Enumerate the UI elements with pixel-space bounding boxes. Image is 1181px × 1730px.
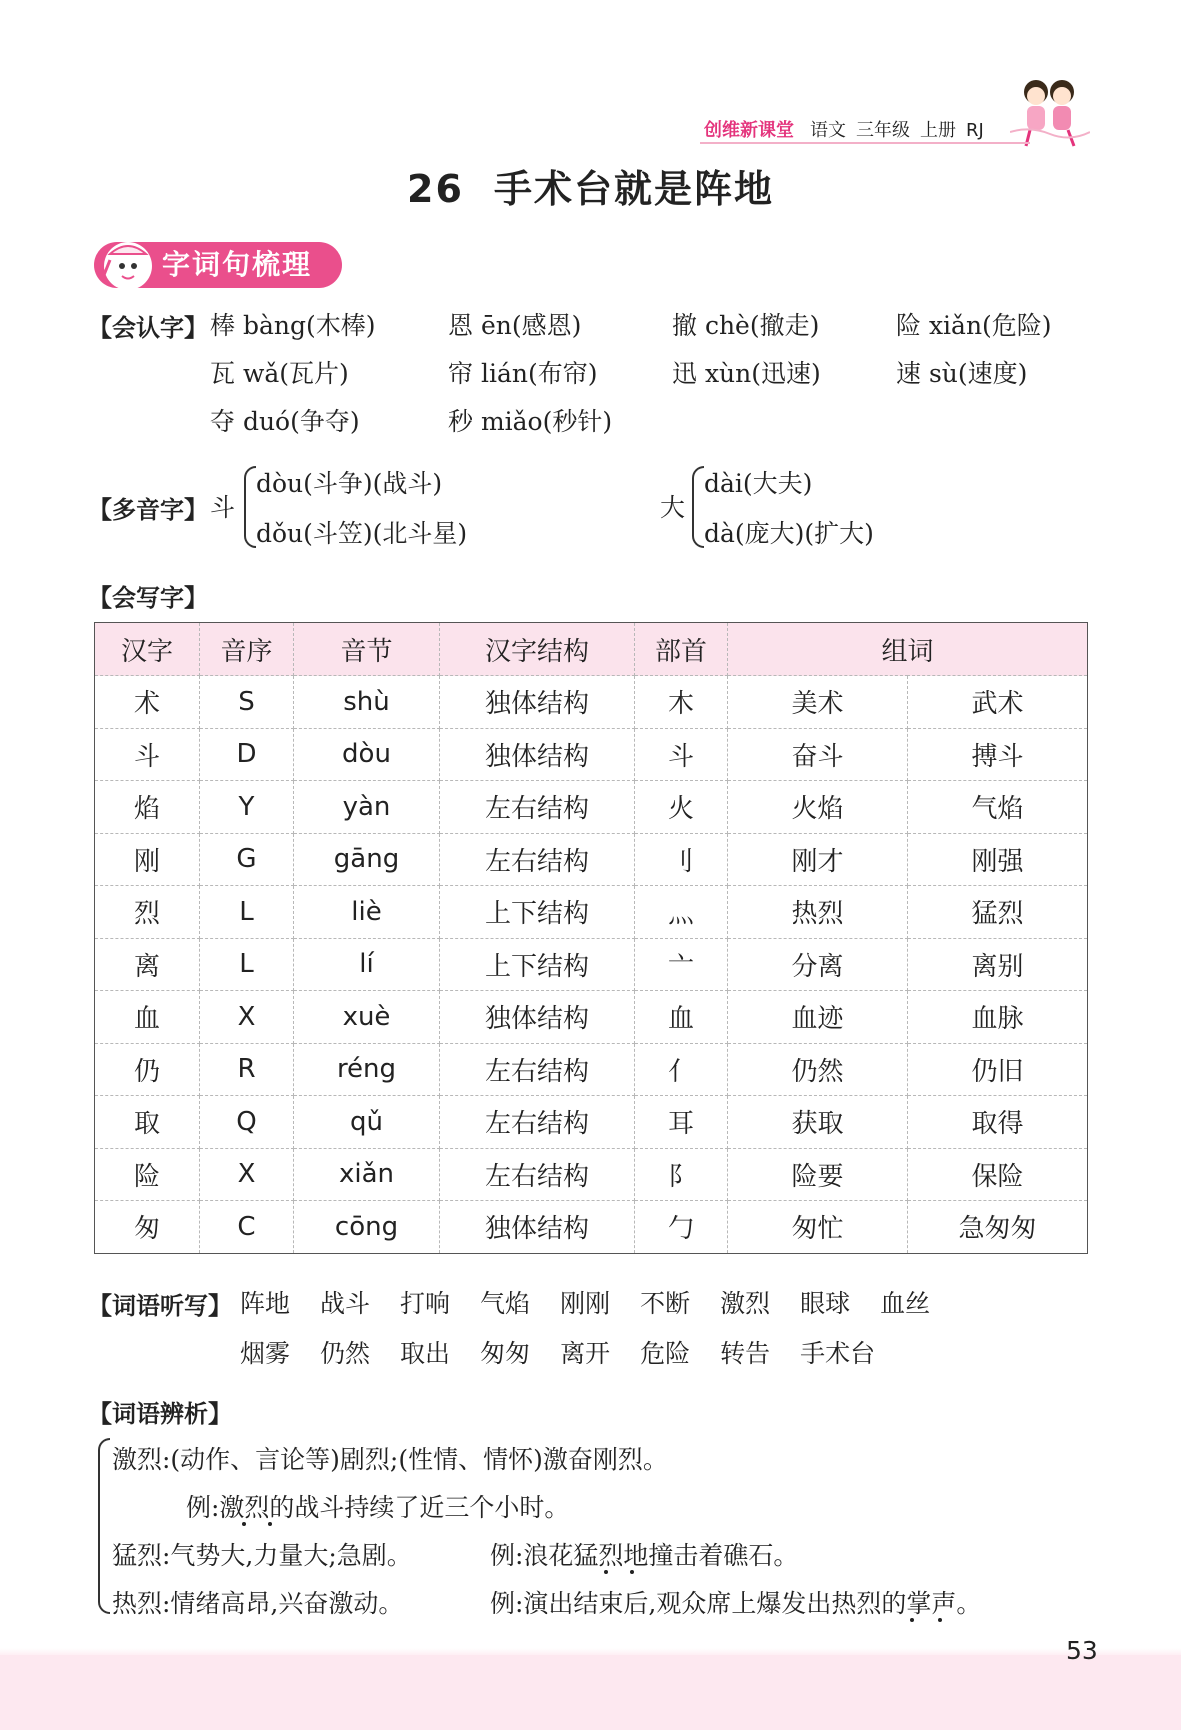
analysis-line: 热烈:情绪高昂,兴奋激动。 — [112, 1589, 404, 1618]
table-cell: 搏斗 — [908, 728, 1088, 781]
table-cell: L — [200, 886, 294, 939]
table-cell: 独体结构 — [440, 1201, 635, 1254]
table-cell: 仍然 — [728, 1043, 908, 1096]
recognize-item: 迅 xùn(迅速) — [672, 359, 821, 388]
table-row — [95, 1043, 1088, 1096]
table-cell: L — [200, 938, 294, 991]
table-cell: 术 — [95, 676, 200, 729]
analysis-line: 激烈:(动作、言论等)剧烈;(性情、情怀)激奋刚烈。 — [112, 1445, 668, 1474]
table-cell: 左右结构 — [440, 1148, 635, 1201]
dictation-word: 烟雾 — [240, 1339, 291, 1368]
polyphonic-label: 【多音字】 — [88, 496, 208, 524]
table-cell: Y — [200, 781, 294, 834]
write-table — [94, 622, 1088, 1254]
dictation-label: 【词语听写】 — [88, 1292, 232, 1320]
subject: 语文 — [810, 120, 846, 141]
table-cell: 左右结构 — [440, 1096, 635, 1149]
emphasis-dot — [910, 1618, 914, 1622]
table-row — [95, 676, 1088, 729]
table-cell: 烈 — [95, 886, 200, 939]
grade: 三年级 — [856, 120, 910, 141]
dictation-word: 危险 — [640, 1339, 691, 1368]
emphasis-dot — [242, 1522, 246, 1526]
table-cell: 左右结构 — [440, 1043, 635, 1096]
table-cell: 火焰 — [728, 781, 908, 834]
table-cell: 勹 — [635, 1201, 728, 1254]
table-cell: 美术 — [728, 676, 908, 729]
table-cell: 斗 — [95, 728, 200, 781]
edition: RJ — [966, 120, 984, 141]
header-cell: 组词 — [728, 623, 1088, 676]
header-cell: 音节 — [294, 623, 440, 676]
polyphonic-reading: dòu(斗争)(战斗) — [256, 469, 443, 498]
table-cell: 左右结构 — [440, 781, 635, 834]
dictation-word: 战斗 — [320, 1289, 371, 1318]
table-row — [95, 1148, 1088, 1201]
dictation-word: 取出 — [400, 1339, 451, 1368]
emphasis-dot — [938, 1618, 942, 1622]
table-cell: 保险 — [908, 1148, 1088, 1201]
table-row — [95, 886, 1088, 939]
section-badge — [94, 242, 342, 288]
table-cell: 刚 — [95, 833, 200, 886]
table-row — [95, 1096, 1088, 1149]
polyphonic-reading: dà(庞大)(扩大) — [704, 519, 874, 548]
table-cell: 气焰 — [908, 781, 1088, 834]
table-cell: C — [200, 1201, 294, 1254]
section-title: 字词句梳理 — [162, 248, 313, 281]
emphasis-dot — [268, 1522, 272, 1526]
table-cell: 取 — [95, 1096, 200, 1149]
dictation-word: 不断 — [640, 1289, 691, 1318]
dictation-word: 转告 — [720, 1339, 771, 1368]
table-cell: 刂 — [635, 833, 728, 886]
table-cell: xuè — [294, 991, 440, 1044]
recognize-item: 撤 chè(撤走) — [672, 311, 820, 340]
dictation-word: 激烈 — [720, 1289, 771, 1318]
polyphonic-char: 斗 — [210, 493, 236, 522]
header-cell: 音序 — [200, 623, 294, 676]
mascot-icon — [96, 236, 156, 294]
table-cell: 上下结构 — [440, 886, 635, 939]
table-cell: 匆 — [95, 1201, 200, 1254]
table-cell: 焰 — [95, 781, 200, 834]
brace — [244, 466, 256, 548]
table-row — [95, 833, 1088, 886]
table-cell: 血 — [635, 991, 728, 1044]
polyphonic-reading: dǒu(斗笠)(北斗星) — [256, 519, 468, 548]
volume: 上册 — [920, 120, 956, 141]
analysis-example: 例:激烈的战斗持续了近三个小时。 — [186, 1493, 570, 1522]
table-row — [95, 991, 1088, 1044]
header-cell: 汉字 — [95, 623, 200, 676]
table-cell: X — [200, 1148, 294, 1201]
table-cell: lí — [294, 938, 440, 991]
table-cell: qǔ — [294, 1096, 440, 1149]
table-cell: xiǎn — [294, 1148, 440, 1201]
dictation-word: 打响 — [400, 1289, 451, 1318]
table-cell: 获取 — [728, 1096, 908, 1149]
analysis-example: 例:浪花猛烈地撞击着礁石。 — [490, 1541, 799, 1570]
table-cell: 险要 — [728, 1148, 908, 1201]
dictation-word: 血丝 — [880, 1289, 931, 1318]
header-cell: 部首 — [635, 623, 728, 676]
table-cell: S — [200, 676, 294, 729]
table-cell: 血迹 — [728, 991, 908, 1044]
brace — [692, 466, 704, 548]
dictation-word: 气焰 — [480, 1289, 531, 1318]
table-cell: D — [200, 728, 294, 781]
analysis-line: 猛烈:气势大,力量大;急剧。 — [112, 1541, 412, 1570]
table-cell: 离别 — [908, 938, 1088, 991]
dictation-word: 眼球 — [800, 1289, 851, 1318]
dictation-line — [240, 1334, 905, 1370]
table-header-row — [95, 623, 1088, 676]
table-cell: 离 — [95, 938, 200, 991]
table-cell: 上下结构 — [440, 938, 635, 991]
table-cell: X — [200, 991, 294, 1044]
emphasis-dot — [604, 1570, 608, 1574]
table-cell: 取得 — [908, 1096, 1088, 1149]
table-cell: 血脉 — [908, 991, 1088, 1044]
table-cell: 武术 — [908, 676, 1088, 729]
write-label: 【会写字】 — [88, 584, 208, 612]
polyphonic-char: 大 — [660, 493, 686, 522]
dictation-word: 匆匆 — [480, 1339, 531, 1368]
table-cell: 左右结构 — [440, 833, 635, 886]
footer-band — [0, 1655, 1181, 1730]
dictation-word: 刚刚 — [560, 1289, 611, 1318]
table-cell: 灬 — [635, 886, 728, 939]
header-cell: 汉字结构 — [440, 623, 635, 676]
dictation-word: 仍然 — [320, 1339, 371, 1368]
dictation-line — [240, 1284, 960, 1320]
table-cell: 耳 — [635, 1096, 728, 1149]
recognize-item: 夺 duó(争夺) — [210, 407, 360, 436]
table-cell: 独体结构 — [440, 676, 635, 729]
table-row — [95, 781, 1088, 834]
recognize-label: 【会认字】 — [88, 314, 208, 342]
table-cell: 奋斗 — [728, 728, 908, 781]
kids-illustration-icon — [1010, 70, 1090, 150]
table-cell: 木 — [635, 676, 728, 729]
dictation-word: 阵地 — [240, 1289, 291, 1318]
table-cell: 亠 — [635, 938, 728, 991]
recognize-item: 秒 miǎo(秒针) — [448, 407, 613, 436]
brace — [98, 1438, 110, 1614]
table-cell: yàn — [294, 781, 440, 834]
dictation-word: 离开 — [560, 1339, 611, 1368]
table-cell: 猛烈 — [908, 886, 1088, 939]
recognize-item: 险 xiǎn(危险) — [896, 311, 1052, 340]
table-cell: 阝 — [635, 1148, 728, 1201]
recognize-item: 瓦 wǎ(瓦片) — [210, 359, 349, 388]
table-cell: 匆忙 — [728, 1201, 908, 1254]
table-row — [95, 728, 1088, 781]
recognize-item: 速 sù(速度) — [896, 359, 1028, 388]
table-cell: 热烈 — [728, 886, 908, 939]
page-number: 53 — [1066, 1636, 1098, 1665]
lesson-title — [0, 158, 1181, 213]
table-cell: 独体结构 — [440, 991, 635, 1044]
lesson-number: 26 — [407, 167, 464, 211]
table-cell: 亻 — [635, 1043, 728, 1096]
table-cell: dòu — [294, 728, 440, 781]
table-cell: G — [200, 833, 294, 886]
recognize-item: 棒 bàng(木棒) — [210, 311, 376, 340]
table-cell: 独体结构 — [440, 728, 635, 781]
table-cell: 分离 — [728, 938, 908, 991]
brand-name: 创维新课堂 — [704, 120, 794, 141]
table-cell: 险 — [95, 1148, 200, 1201]
table-cell: 刚才 — [728, 833, 908, 886]
analysis-example: 例:演出结束后,观众席上爆发出热烈的掌声。 — [490, 1589, 982, 1618]
table-cell: 刚强 — [908, 833, 1088, 886]
table-row — [95, 938, 1088, 991]
analysis-label: 【词语辨析】 — [88, 1400, 232, 1428]
table-cell: 火 — [635, 781, 728, 834]
page-header — [704, 116, 994, 142]
polyphonic-reading: dài(大夫) — [704, 469, 813, 498]
table-cell: liè — [294, 886, 440, 939]
table-cell: 急匆匆 — [908, 1201, 1088, 1254]
table-cell: 仍旧 — [908, 1043, 1088, 1096]
table-cell: 斗 — [635, 728, 728, 781]
table-cell: gāng — [294, 833, 440, 886]
table-row — [95, 1201, 1088, 1254]
table-cell: 血 — [95, 991, 200, 1044]
recognize-item: 帘 lián(布帘) — [448, 359, 598, 388]
table-cell: shù — [294, 676, 440, 729]
table-cell: cōng — [294, 1201, 440, 1254]
recognize-item: 恩 ēn(感恩) — [448, 311, 582, 340]
table-cell: Q — [200, 1096, 294, 1149]
dictation-word: 手术台 — [800, 1339, 876, 1368]
emphasis-dot — [630, 1570, 634, 1574]
table-cell: réng — [294, 1043, 440, 1096]
table-cell: 仍 — [95, 1043, 200, 1096]
table-cell: R — [200, 1043, 294, 1096]
header-divider — [700, 142, 1030, 144]
lesson-name: 手术台就是阵地 — [493, 167, 774, 211]
